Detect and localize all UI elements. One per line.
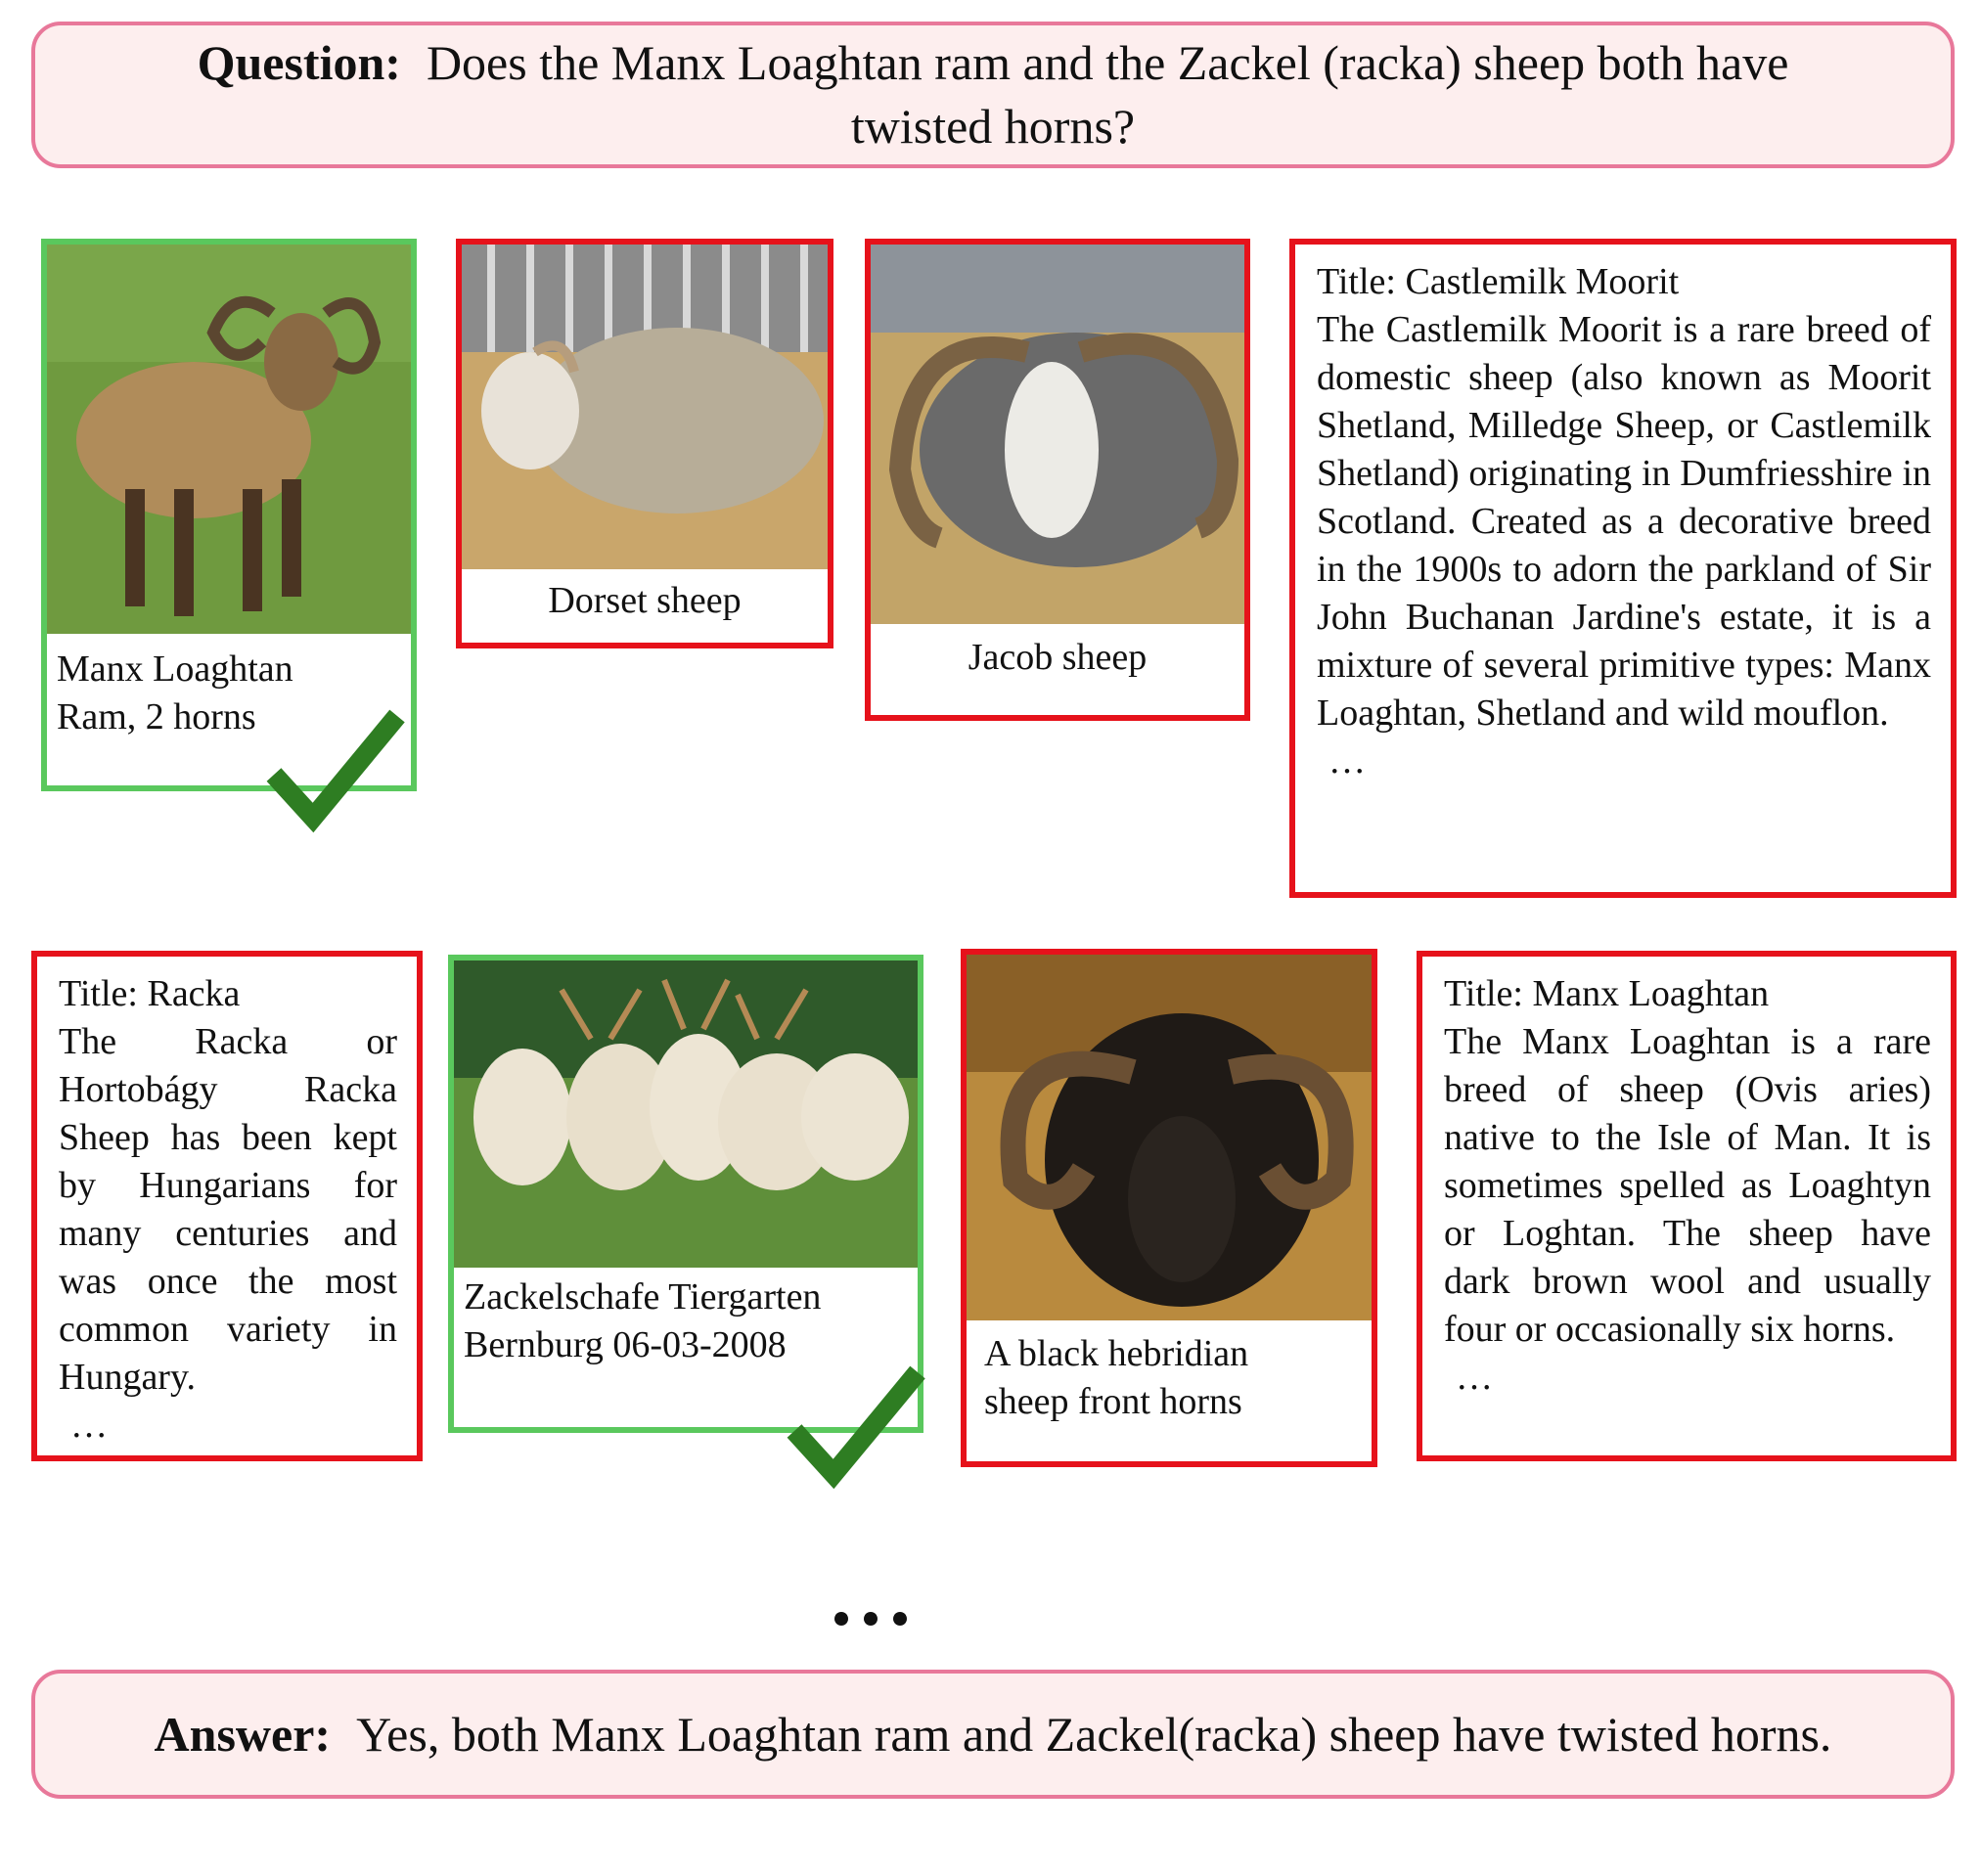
more-ellipsis-icon [832, 1609, 910, 1629]
manx-ram-caption-line2: Ram, 2 horns [57, 696, 256, 737]
hebridean-sheep-image [967, 955, 1372, 1320]
question-content [123, 31, 1863, 158]
castlemilk-ellipsis: … [1328, 740, 1366, 782]
card-zackelschafe [448, 955, 923, 1433]
question-box [31, 22, 1955, 168]
manx-ram-image [47, 245, 411, 634]
zackel-caption-line1: Zackelschafe Tiergarten [464, 1276, 822, 1318]
jacob-sheep-image [871, 245, 1244, 624]
manx-text-title: Title: Manx Loaghtan [1444, 973, 1770, 1014]
zackel-caption-line2: Bernburg 06-03-2008 [464, 1324, 787, 1365]
hebridean-caption-line2: sheep front horns [984, 1381, 1242, 1422]
jacob-caption-text: Jacob sheep [968, 637, 1148, 678]
dorset-sheep-image [462, 245, 828, 569]
checkmark-icon [783, 1364, 929, 1501]
dorset-caption [472, 577, 818, 625]
racka-title: Title: Racka [59, 973, 241, 1014]
answer-label: Answer: [154, 1707, 332, 1762]
zackel-caption [464, 1273, 908, 1369]
card-jacob-sheep [865, 239, 1250, 721]
manx-text-ellipsis: … [1456, 1357, 1493, 1398]
card-hebridean-sheep [961, 949, 1377, 1467]
answer-box [31, 1670, 1955, 1799]
card-castlemilk-moorit-text [1289, 239, 1957, 898]
castlemilk-body: The Castlemilk Moorit is a rare breed of domestic sheep (also known as Moorit Shetland, Milledge Sheep, or Castlemilk Shetland) originating in Dumfriesshire in Scotland. Created as a decorative breed in the 1900s to adorn the parkland of Sir John Buchanan Jardine's estate, it is a mixture of several primitive types: Manx Loaghtan, Shetland and wild mouflon. [1317, 309, 1931, 734]
racka-body: The Racka or Hortobágy Racka Sheep has been kept by Hungarians for many centuries and was once the most common variety in Hungary. [59, 1021, 397, 1398]
question-text: Does the Manx Loaghtan ram and the Zackel (racka) sheep both have twisted horns? [426, 35, 1789, 154]
hebridean-caption-line1: A black hebridian [984, 1333, 1249, 1374]
racka-ellipsis: … [70, 1405, 108, 1446]
answer-text: Yes, both Manx Loaghtan ram and Zackel(racka) sheep have twisted horns. [356, 1707, 1832, 1762]
card-manx-loaghtan-text [1417, 951, 1957, 1461]
jacob-caption [880, 634, 1235, 682]
answer-content [155, 1706, 1832, 1763]
castlemilk-title: Title: Castlemilk Moorit [1317, 261, 1680, 302]
manx-ram-caption-line1: Manx Loaghtan [57, 648, 293, 690]
card-dorset-sheep [456, 239, 833, 648]
manx-text-body: The Manx Loaghtan is a rare breed of sheep (Ovis aries) native to the Isle of Man. It is sometimes spelled as Loaghtyn or Loghtan. The sheep have dark brown wool and usually four or occasionally six horns. [1444, 1021, 1931, 1350]
card-racka-text [31, 951, 423, 1461]
zackel-sheep-image [454, 960, 918, 1268]
dorset-caption-text: Dorset sheep [548, 580, 742, 621]
hebridean-caption [984, 1330, 1362, 1426]
checkmark-icon [262, 708, 409, 845]
question-label: Question: [197, 35, 401, 90]
